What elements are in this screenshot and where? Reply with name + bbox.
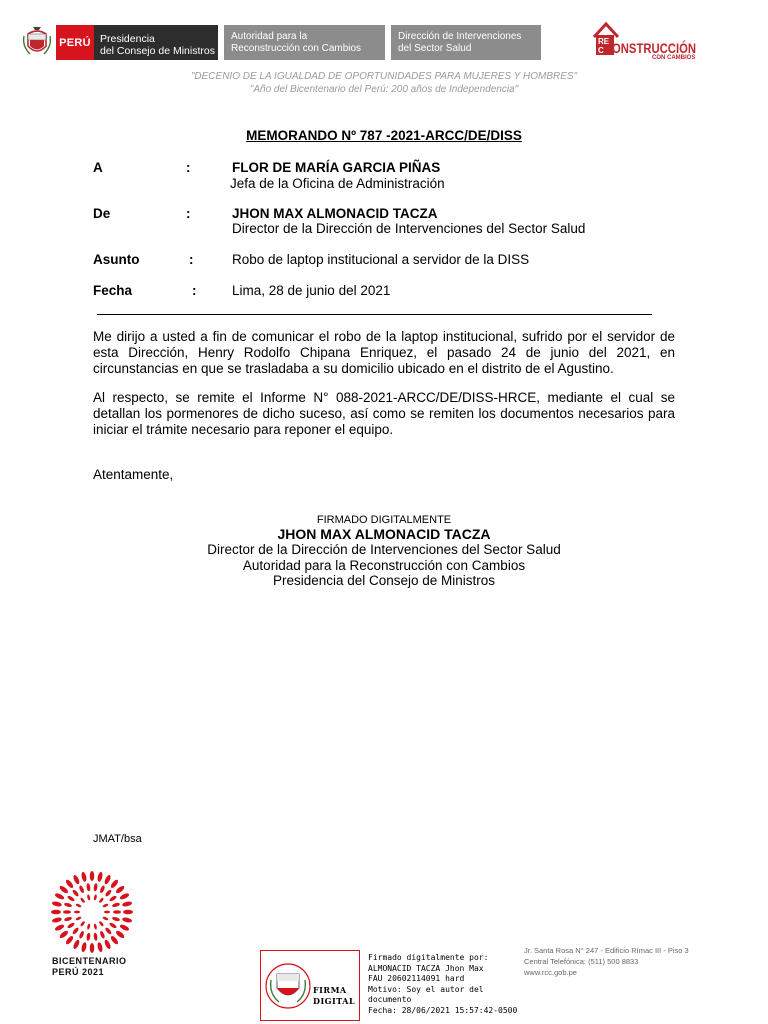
peru-logo-box bbox=[56, 25, 94, 60]
sender-name: JHON MAX ALMONACID TACZA bbox=[232, 206, 438, 221]
peru-coat-of-arms-icon bbox=[22, 26, 52, 60]
pcm-line1: Presidencia bbox=[100, 33, 155, 45]
arcc-header-box bbox=[224, 25, 385, 60]
bicentenario-line2: PERÚ 2021 bbox=[52, 967, 105, 977]
body-paragraph-2: Al respecto, se remite el Informe N° 088-2021-ARCC/DE/DISS-HRCE, mediante el cual se detallan los pormenores de dicho suceso, así como se remiten los documentos necesarios para iniciar el trámite necesario para reponer el equipo. bbox=[93, 390, 675, 437]
recipient-title: Jefa de la Oficina de Administración bbox=[230, 176, 445, 191]
sender-title: Director de la Dirección de Intervenciones del Sector Salud bbox=[232, 221, 586, 236]
peru-label: PERÚ bbox=[59, 36, 91, 49]
reference-initials: JMAT/bsa bbox=[93, 833, 142, 845]
diss-header-box bbox=[391, 25, 541, 60]
signed-line: Firmado digitalmente por: bbox=[368, 953, 489, 962]
digital-signature-details bbox=[368, 953, 517, 1016]
memo-title-text: MEMORANDO Nº 787 -2021-ARCC/DE/DISS bbox=[246, 128, 522, 143]
motto-line1: "DECENIO DE LA IGUALDAD DE OPORTUNIDADES PARA MUJERES Y HOMBRES" bbox=[190, 71, 578, 82]
date-value: Lima, 28 de junio del 2021 bbox=[232, 283, 391, 298]
arcc-line1: Autoridad para la bbox=[231, 31, 308, 42]
colon-de: : bbox=[186, 206, 191, 221]
svg-text:C: C bbox=[598, 46, 604, 55]
decenio-mottos bbox=[0, 70, 768, 96]
memo-title bbox=[0, 128, 768, 143]
colon-a: : bbox=[186, 160, 191, 175]
signed-line: Fecha: 28/06/2021 15:57:42-0500 bbox=[368, 1005, 518, 1015]
signatory-title: Director de la Dirección de Intervenciones del Sector Salud bbox=[207, 542, 561, 557]
recon-logo-subtitle: CON CAMBIOS bbox=[652, 55, 696, 61]
signed-line: ALMONACID TACZA Jhon Max bbox=[368, 963, 484, 973]
field-label-de: De bbox=[93, 206, 111, 221]
header-divider bbox=[97, 314, 652, 315]
recon-logo-re: RE bbox=[598, 37, 610, 46]
bicentenario-text bbox=[52, 956, 127, 978]
arcc-line2: Reconstrucción con Cambios bbox=[231, 43, 362, 54]
field-label-fecha: Fecha bbox=[93, 283, 133, 298]
stamp-seal-icon bbox=[263, 952, 313, 1021]
stamp-line2: DIGITAL bbox=[313, 996, 356, 1006]
pcm-line2: del Consejo de Ministros bbox=[100, 45, 215, 57]
address-line: Jr. Santa Rosa N° 247 - Edificio Rímac III - Piso 3 bbox=[524, 946, 689, 955]
stamp-text bbox=[313, 985, 355, 1007]
motto-line2: "Año del Bicentenario del Perú: 200 años de Independencia" bbox=[249, 84, 519, 95]
footer-address bbox=[524, 945, 689, 978]
body-paragraph-1: Me dirijo a usted a fin de comunicar el robo de la laptop institucional, sufrido por el servidor de esta Dirección, Henry Rodolfo Chipana Enriquez, el pasado 24 de junio del 2021, en circunstancias en que se trasladaba a su domicilio ubicado en el distrito de el Agustino. bbox=[93, 329, 675, 376]
svg-text:ONSTRUCCIÓN: ONSTRUCCIÓN bbox=[612, 41, 696, 56]
bicentenario-line1: BICENTENARIO bbox=[52, 956, 127, 966]
signatory-entity: Autoridad para la Reconstrucción con Cambios bbox=[242, 558, 526, 573]
pcm-logo-box bbox=[94, 25, 218, 60]
diss-line2: del Sector Salud bbox=[398, 43, 472, 54]
signed-line: FAU 20602114091 hard bbox=[368, 974, 465, 983]
signatory-name: JHON MAX ALMONACID TACZA bbox=[277, 526, 491, 542]
address-line: www.rcc.gob.pe bbox=[524, 968, 577, 977]
colon-asunto: : bbox=[189, 252, 194, 267]
stamp-line1: FIRMA bbox=[313, 985, 347, 995]
diss-line1: Dirección de Intervenciones bbox=[398, 31, 522, 42]
signed-line: Motivo: Soy el autor del bbox=[368, 984, 484, 994]
signatory-ministry: Presidencia del Consejo de Ministros bbox=[272, 573, 496, 588]
signed-line: documento bbox=[368, 995, 412, 1004]
digital-signature-note: FIRMADO DIGITALMENTE bbox=[316, 514, 452, 526]
address-line: Central Telefónica: (511) 500 8833 bbox=[524, 957, 639, 966]
field-label-a: A bbox=[93, 160, 103, 175]
colon-fecha: : bbox=[192, 283, 197, 298]
bicentenario-logo bbox=[52, 872, 132, 952]
recipient-name: FLOR DE MARÍA GARCIA PIÑAS bbox=[232, 160, 441, 175]
subject-value: Robo de laptop institucional a servidor de la DISS bbox=[232, 252, 530, 267]
closing: Atentamente, bbox=[93, 467, 174, 482]
field-label-asunto: Asunto bbox=[93, 252, 140, 267]
